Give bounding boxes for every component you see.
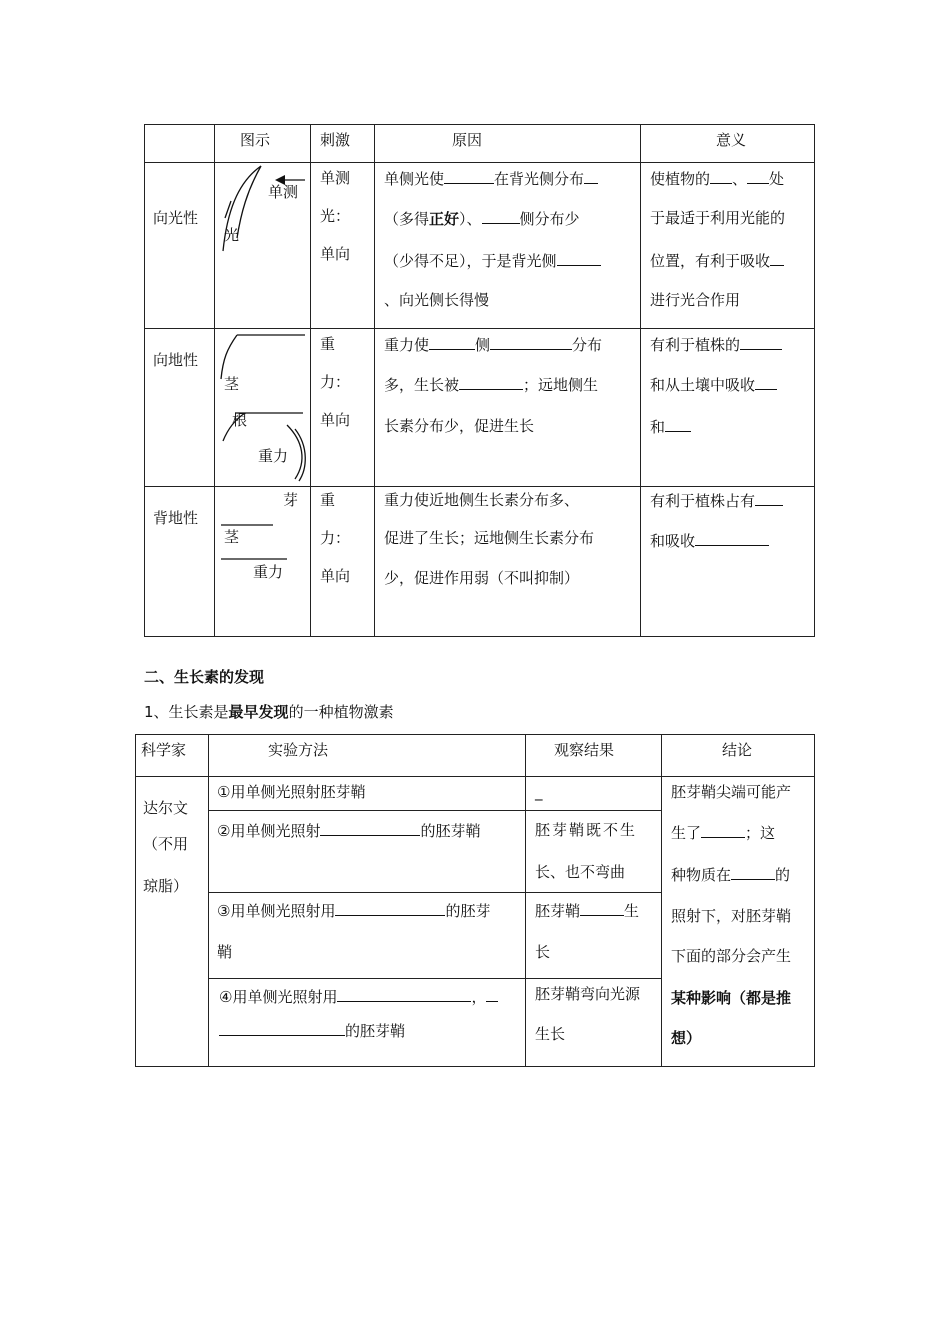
phototropism-diagram-label-light2: 光 bbox=[224, 226, 240, 244]
row3-stimulus-1: 重 bbox=[320, 491, 336, 509]
row1-stimulus-2: 光： bbox=[320, 207, 351, 225]
result-3-line2: 长 bbox=[535, 943, 551, 961]
row2-stimulus-3: 单向 bbox=[320, 411, 351, 429]
row1-meaning-line3: 位置，有利于吸收 bbox=[650, 250, 784, 271]
row3-cause-line3: 少，促进作用弱（不叫抑制） bbox=[384, 569, 580, 587]
header-scientist: 科学家 bbox=[141, 741, 187, 759]
row2-cause-line3: 长素分布少，促进生长 bbox=[384, 417, 535, 435]
result-2-line2: 长、也不弯曲 bbox=[535, 863, 626, 881]
row2-meaning-line3: 和 bbox=[650, 416, 691, 437]
row1-cause-line3: （少得不足），于是背光侧 bbox=[384, 250, 601, 271]
row1-cause-line4: 、向光侧长得慢 bbox=[384, 291, 490, 309]
row2-stimulus-2: 力： bbox=[320, 373, 351, 391]
header-diagram: 图示 bbox=[240, 131, 271, 149]
experiment-4-line2: 的胚芽鞘 bbox=[219, 1020, 405, 1041]
conclusion-line7: 想） bbox=[671, 1029, 702, 1047]
conclusion-line4: 照射下，对胚芽鞘 bbox=[671, 907, 792, 925]
row-phototropism-name: 向光性 bbox=[153, 209, 199, 227]
phototropism-diagram-label-light1: 单测 bbox=[268, 183, 299, 201]
experiment-3-line1: ③用单侧光照射用 的胚芽 bbox=[217, 902, 491, 920]
result-2-line1: 胚芽鞘既不生 bbox=[535, 821, 638, 839]
conclusion-line2: 生了 ；这 bbox=[671, 824, 776, 842]
experiment-4-line1: ④用单侧光照射用 ， bbox=[219, 986, 498, 1007]
scientist-name: 达尔文 bbox=[143, 799, 189, 817]
section-title: 二、生长素的发现 bbox=[144, 668, 265, 686]
scientist-note-1: （不用 bbox=[143, 835, 189, 853]
row3-stimulus-3: 单向 bbox=[320, 567, 351, 585]
result-3-line1: 胚芽鞘 生 bbox=[535, 902, 640, 920]
section-subtitle: 1、生长素是最早发现的一种植物激素 bbox=[144, 703, 394, 721]
negative-gravitropism-diagram-label-bud: 芽 bbox=[283, 491, 299, 509]
conclusion-line3: 种物质在 的 bbox=[671, 866, 791, 884]
scientist-note-2: 琼脂） bbox=[143, 877, 189, 895]
row1-meaning-line4: 进行光合作用 bbox=[650, 291, 741, 309]
header-method: 实验方法 bbox=[268, 741, 329, 759]
gravitropism-diagram-label-gravity: 重力 bbox=[258, 447, 289, 465]
conclusion-line5: 下面的部分会产生 bbox=[671, 947, 792, 965]
experiment-2: ②用单侧光照射 的胚芽鞘 bbox=[217, 822, 481, 840]
header-result: 观察结果 bbox=[554, 741, 615, 759]
row1-meaning-line2: 于最适于利用光能的 bbox=[650, 209, 786, 227]
row1-cause-line2: （多得正好）、 侧分布少 bbox=[384, 210, 580, 228]
row1-stimulus-3: 单向 bbox=[320, 245, 351, 263]
result-1: _ bbox=[535, 783, 543, 801]
conclusion-line6: 某种影响（都是推 bbox=[671, 989, 792, 1007]
conclusion-line1: 胚芽鞘尖端可能产 bbox=[671, 783, 792, 801]
experiment-3-line2: 鞘 bbox=[217, 943, 233, 961]
negative-gravitropism-diagram-label-stem: 茎 bbox=[224, 528, 240, 546]
result-4-line2: 生长 bbox=[535, 1025, 566, 1043]
row-gravitropism-name: 向地性 bbox=[153, 351, 199, 369]
row3-meaning-line2: 和吸收 bbox=[650, 530, 769, 551]
gravitropism-diagram-label-root: 根 bbox=[232, 411, 248, 429]
row3-cause-line1: 重力使近地侧生长素分布多、 bbox=[384, 491, 580, 509]
row-negative-gravitropism-name: 背地性 bbox=[153, 509, 199, 527]
negative-gravitropism-diagram-label-gravity: 重力 bbox=[253, 563, 284, 581]
gravitropism-diagram-label-stem: 茎 bbox=[224, 375, 240, 393]
row2-cause-line1: 重力使 侧 分布 bbox=[384, 336, 603, 354]
row2-cause-line2: 多，生长被 ；远地侧生 bbox=[384, 376, 599, 394]
row3-stimulus-2: 力： bbox=[320, 529, 351, 547]
row3-meaning-line1: 有利于植株占有 bbox=[650, 490, 783, 511]
row2-meaning-line2: 和从土壤中吸收 bbox=[650, 374, 777, 395]
header-stimulus: 刺激 bbox=[320, 131, 351, 149]
experiment-1: ①用单侧光照射胚芽鞘 bbox=[217, 783, 366, 801]
row1-stimulus-1: 单测 bbox=[320, 169, 351, 187]
header-meaning: 意义 bbox=[716, 131, 747, 149]
header-cause: 原因 bbox=[452, 131, 483, 149]
row2-stimulus-1: 重 bbox=[320, 335, 336, 353]
row2-meaning-line1: 有利于植株的 bbox=[650, 334, 782, 355]
row1-meaning-line1: 使植物的 、 处 bbox=[650, 170, 785, 188]
header-conclusion: 结论 bbox=[722, 741, 753, 759]
result-4-line1: 胚芽鞘弯向光源 bbox=[535, 985, 641, 1003]
row3-cause-line2: 促进了生长；远地侧生长素分布 bbox=[384, 529, 595, 547]
row1-cause-line1: 单侧光使 在背光侧分布 bbox=[384, 168, 598, 189]
